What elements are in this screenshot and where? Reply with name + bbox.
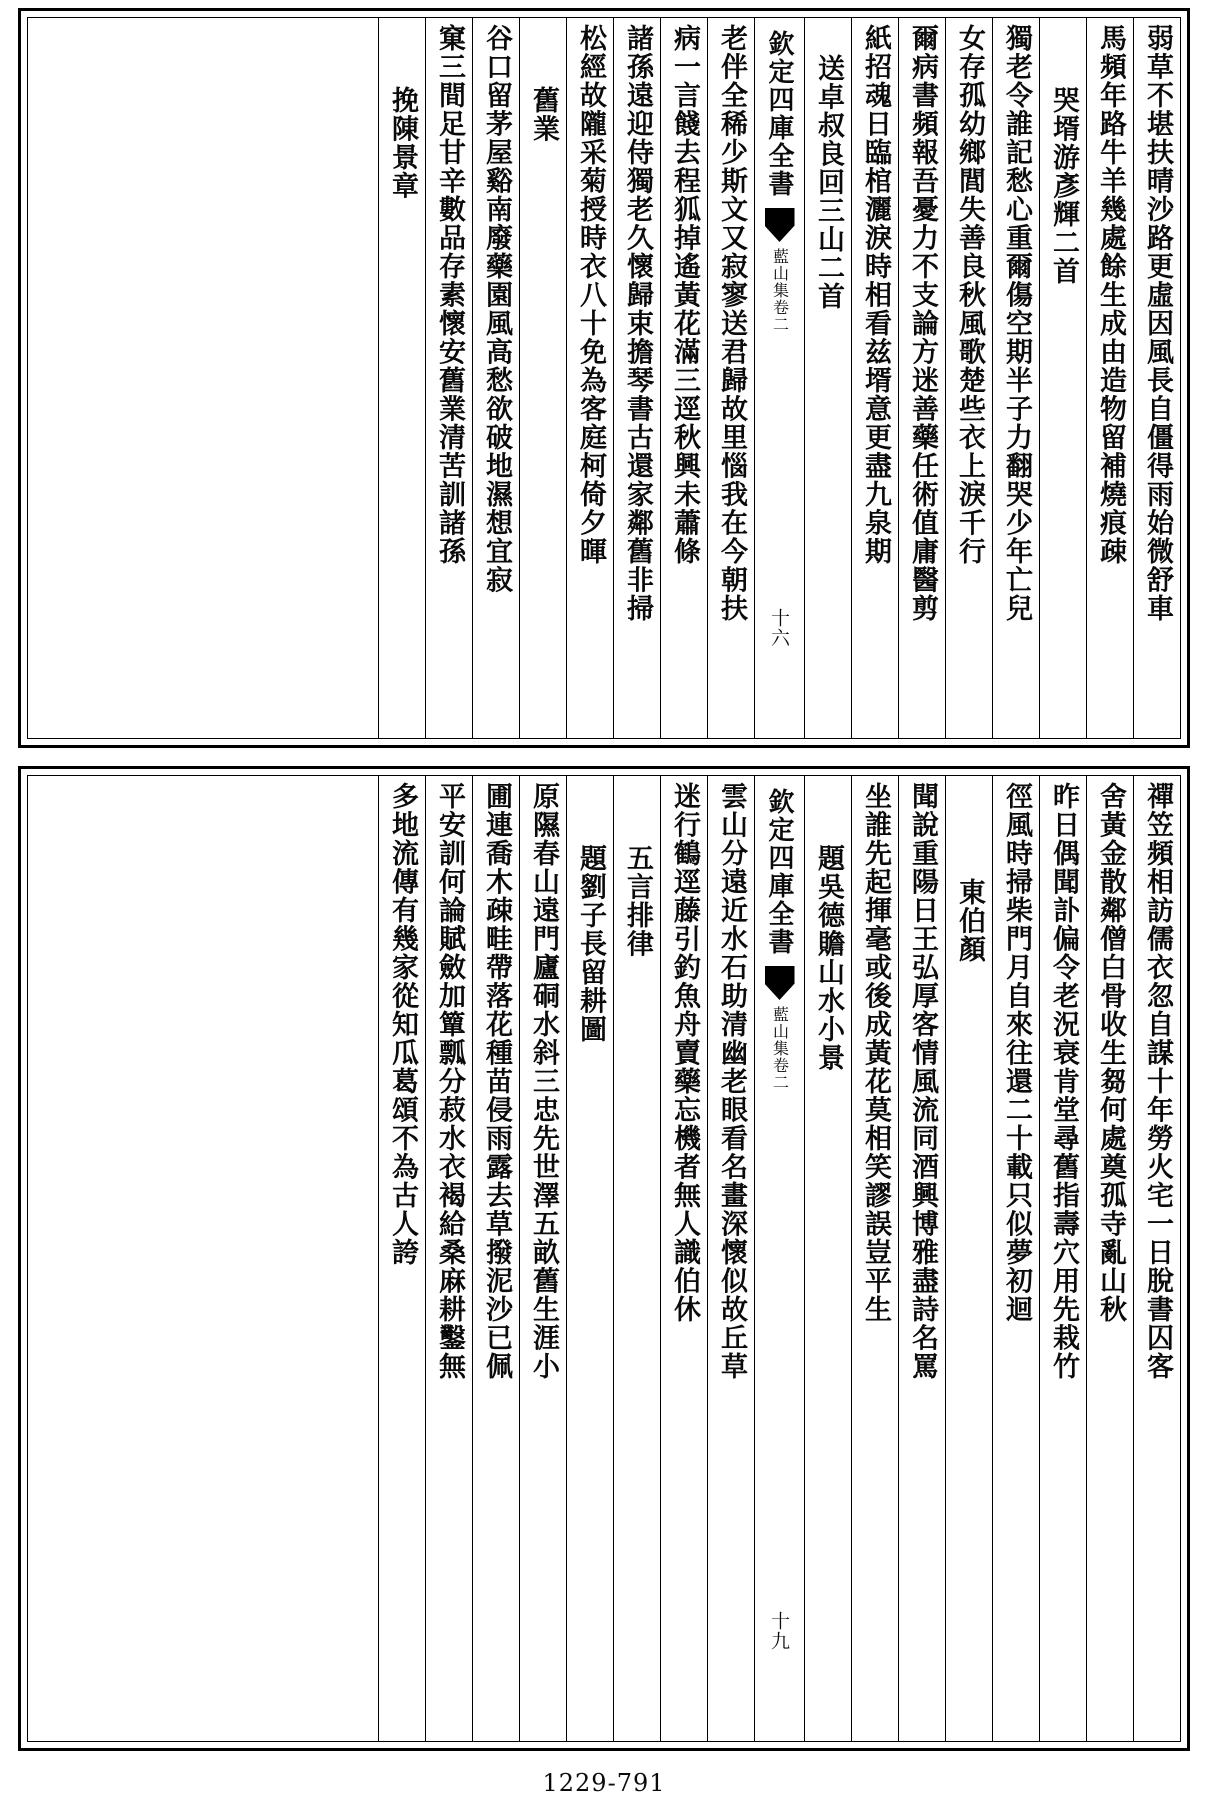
column-text: 病一言餞去程狐掉遙黃花滿三逕秋興未蕭條 <box>669 24 701 566</box>
volume-label: 卷二 <box>770 1057 790 1091</box>
text-column <box>804 776 851 1741</box>
column-text: 女存孤幼鄉閭失善良秋風歌楚些衣上淚千行 <box>954 24 986 566</box>
column-text: 爾病書頻報吾憂力不支論方迷善藥任術值庸醫剪 <box>907 24 939 623</box>
column-text: 松經故隴采菊授時衣八十免為客庭柯倚夕暉 <box>575 24 607 566</box>
column-text: 窠三間足甘辛數品存素懷安舊業清苦訓諸孫 <box>434 24 466 566</box>
column-text: 舍黃金散鄰僧白骨收生芻何處奠孤寺亂山秋 <box>1095 782 1127 1324</box>
column-text: 徑風時掃柴門月自來往還二十載只似夢初迴 <box>1001 782 1033 1324</box>
page-number: 十九 <box>768 1611 790 1651</box>
text-column <box>992 18 1039 738</box>
book-title: 藍山集 <box>770 1006 790 1057</box>
text-column <box>851 18 898 738</box>
column-text: 原隰春山遠門廬硐水斜三忠先世澤五畝舊生涯小 <box>528 782 560 1381</box>
column-text: 坐誰先起揮毫或後成黃花莫相笑謬誤豈平生 <box>860 782 892 1324</box>
text-column <box>1086 776 1133 1741</box>
text-column <box>945 18 992 738</box>
column-text: 題吳德贍山水小景 <box>813 844 845 1072</box>
blank-column <box>331 776 378 1741</box>
text-column <box>898 18 945 738</box>
fishtail-ornament <box>765 208 795 242</box>
text-column <box>945 776 992 1741</box>
lower-leaf <box>18 766 1190 1751</box>
fishtail-ornament <box>765 966 795 1000</box>
book-title: 藍山集 <box>770 248 790 299</box>
imperial-header: 欽定四庫全書 <box>764 30 794 198</box>
text-column <box>1086 18 1133 738</box>
upper-leaf-text-block <box>27 17 1181 739</box>
text-column <box>660 18 707 738</box>
text-column <box>851 776 898 1741</box>
column-text: 送卓叔良回三山二首 <box>813 54 845 311</box>
column-text: 獨老令誰記愁心重爾傷空期半子力翻哭少年亡兒 <box>1001 24 1033 623</box>
text-column <box>566 776 613 1741</box>
column-text: 圃連喬木疎畦帶落花種苗侵雨露去草撥泥沙已佩 <box>481 782 513 1381</box>
column-text: 舊業 <box>528 86 560 143</box>
centre-banner-column <box>754 776 804 1741</box>
column-text: 諸孫遠迎侍獨老久懷歸束擔琴書古還家鄰舊非掃 <box>622 24 654 623</box>
page-number: 十六 <box>768 608 790 648</box>
text-column <box>707 18 754 738</box>
column-text: 平安訓何論賦斂加簞瓢分菽水衣褐給桑麻耕鑿無 <box>434 782 466 1381</box>
column-text: 挽陳景章 <box>387 86 419 200</box>
imperial-header: 欽定四庫全書 <box>764 788 794 956</box>
text-column <box>1133 776 1180 1741</box>
column-text: 老伴全稀少斯文又寂寥送君歸故里惱我在今朝扶 <box>716 24 748 623</box>
text-column <box>566 18 613 738</box>
text-column <box>898 776 945 1741</box>
blank-column <box>331 18 378 738</box>
text-column <box>992 776 1039 1741</box>
text-column <box>378 18 425 738</box>
volume-label: 卷二 <box>770 299 790 333</box>
text-column <box>660 776 707 1741</box>
column-text: 聞說重陽日王弘厚客情風流同酒興博雅盡詩名罵 <box>907 782 939 1381</box>
column-text: 紙招魂日臨棺灑淚時相看兹壻意更盡九泉期 <box>860 24 892 566</box>
text-column <box>613 18 660 738</box>
column-text: 馬頻年路牛羊幾處餘生成由造物留補燒痕疎 <box>1095 24 1127 566</box>
column-text: 谷口留茅屋谿南廢藥園風高愁欲破地濕想宜寂 <box>481 24 513 594</box>
text-column <box>378 776 425 1741</box>
column-text: 五言排律 <box>622 844 654 958</box>
upper-leaf <box>18 8 1190 748</box>
text-column <box>472 776 519 1741</box>
column-text: 昨日偶聞訃偏令老況衰肯堂尋舊指壽穴用先栽竹 <box>1048 782 1080 1381</box>
text-column <box>707 776 754 1741</box>
text-column <box>1039 776 1086 1741</box>
text-column <box>1133 18 1180 738</box>
column-text: 迷行鶴逕藤引釣魚舟賣藥忘機者無人識伯休 <box>669 782 701 1324</box>
column-text: 東伯顏 <box>954 878 986 964</box>
text-column <box>425 18 472 738</box>
column-text: 弱草不堪扶晴沙路更虛因風長自僵得雨始微舒車 <box>1142 24 1174 623</box>
text-column <box>1039 18 1086 738</box>
centre-banner-column <box>754 18 804 738</box>
text-column <box>804 18 851 738</box>
text-column <box>425 776 472 1741</box>
column-text: 多地流傳有幾家從知瓜葛頌不為古人誇 <box>387 782 419 1267</box>
lower-leaf-text-block <box>27 775 1181 1742</box>
column-text: 題劉子長留耕圖 <box>575 844 607 1044</box>
column-text: 雲山分遠近水石助清幽老眼看名畫深懷似故丘草 <box>716 782 748 1381</box>
text-column <box>613 776 660 1741</box>
text-column <box>472 18 519 738</box>
column-text: 禪笠頻相訪儒衣忽自謀十年勞火宅一日脫書囚客 <box>1142 782 1174 1381</box>
column-text: 哭壻游彥輝二首 <box>1048 86 1080 286</box>
text-column <box>519 776 566 1741</box>
footer-reference-number: 1229-791 <box>542 1769 666 1797</box>
text-column <box>519 18 566 738</box>
